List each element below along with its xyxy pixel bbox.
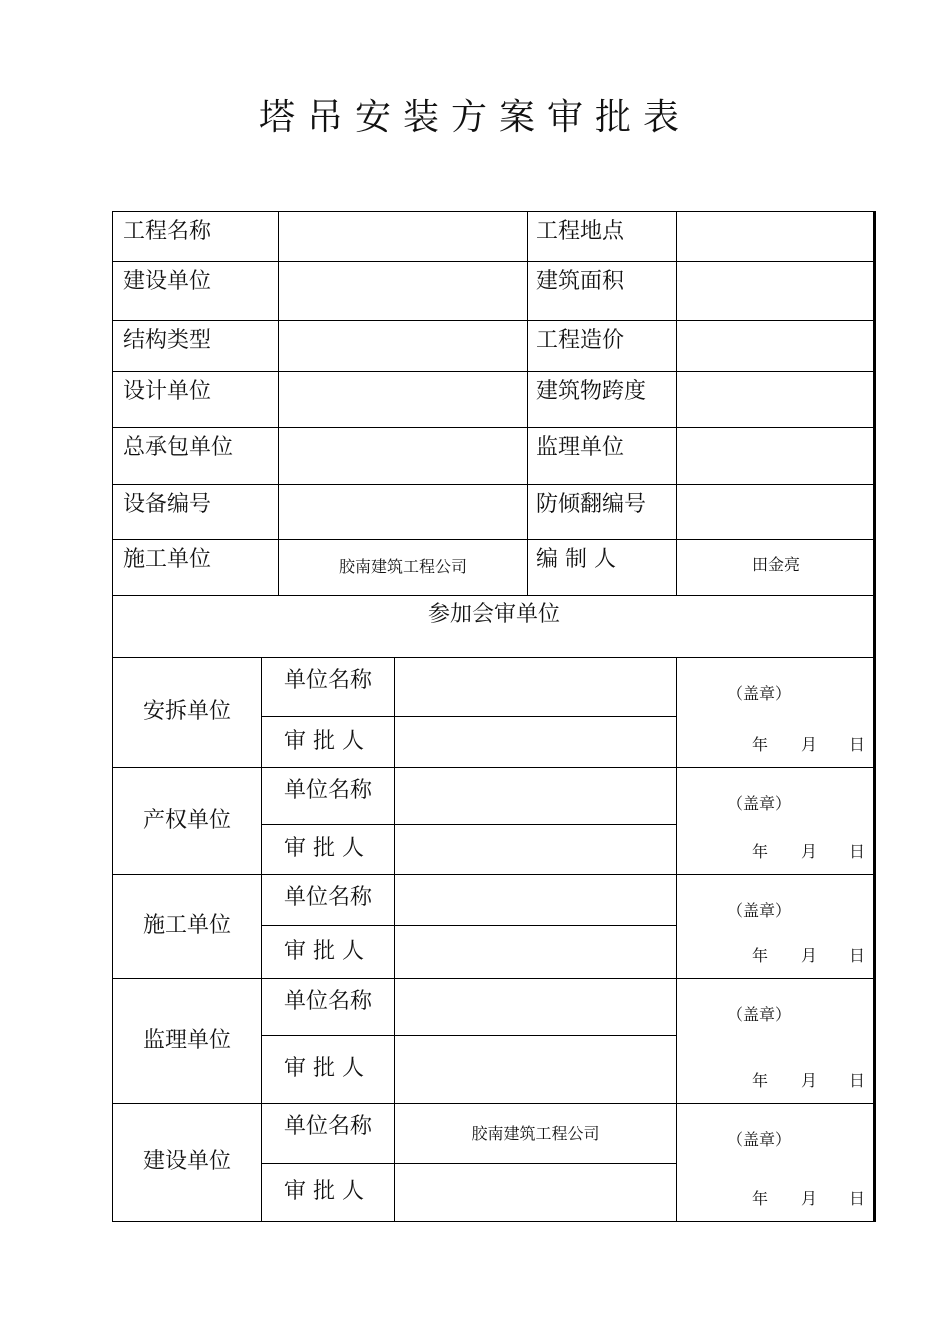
approver-label: 审 批 人: [284, 938, 364, 964]
form-title: 塔吊安装方案审批表: [258, 97, 691, 138]
info-label-cell: [527, 371, 677, 428]
date-day-label: 日: [849, 1071, 866, 1090]
field-label: 建筑物跨度: [536, 379, 647, 404]
approver-value-cell: [394, 1163, 677, 1222]
field-label: 监理单位: [536, 435, 625, 460]
field-label: 建设单位: [123, 269, 212, 294]
unit-name-label: 单位名称: [284, 989, 373, 1014]
info-value-cell: [278, 320, 528, 372]
info-value-cell: [676, 211, 876, 262]
approver-label-cell: [261, 1163, 395, 1222]
field-label: 施工单位: [123, 547, 212, 572]
field-label: 工程名称: [123, 219, 212, 244]
field-label: 工程造价: [536, 328, 625, 353]
info-label-cell: [112, 261, 279, 321]
approver-value-cell: [394, 716, 677, 768]
approver-label-cell: [261, 716, 395, 768]
approver-value-cell: [394, 824, 677, 875]
approver-label: 审 批 人: [284, 728, 364, 754]
date-year-label: 年: [752, 946, 769, 965]
field-label: 建筑面积: [536, 269, 625, 294]
field-label: 设备编号: [123, 492, 212, 517]
info-label-cell: [112, 427, 279, 485]
unit-name-label: 单位名称: [284, 885, 373, 910]
field-label: 编 制 人: [536, 547, 616, 572]
date-month-label: 月: [801, 946, 818, 965]
date-day-label: 日: [849, 946, 866, 965]
info-value-cell: [676, 484, 876, 540]
name-label-cell: [261, 874, 395, 926]
info-label-cell: [527, 484, 677, 540]
approver-value-cell: [394, 1035, 677, 1104]
info-value-cell: [676, 261, 876, 321]
approver-label-cell: [261, 925, 395, 979]
name-label-cell: [261, 978, 395, 1036]
name-label-cell: [261, 1103, 395, 1164]
info-label-cell: [527, 320, 677, 372]
seal-label: （盖章）: [727, 794, 792, 813]
approver-label: 审 批 人: [284, 1056, 364, 1081]
unit-type-cell: [112, 874, 262, 979]
field-label: 总承包单位: [123, 435, 234, 460]
field-label: 设计单位: [123, 379, 212, 404]
info-label-cell: [527, 261, 677, 321]
date-month-label: 月: [801, 1071, 818, 1090]
seal-label: （盖章）: [727, 1130, 792, 1149]
review-header-cell: [112, 595, 876, 658]
date-month-label: 月: [801, 735, 818, 754]
info-value-cell: [278, 261, 528, 321]
info-label-cell: [527, 427, 677, 485]
name-value-cell: [394, 657, 677, 717]
date-year-label: 年: [752, 1071, 769, 1090]
info-value-cell: [676, 371, 876, 428]
unit-type-cell: [112, 1103, 262, 1222]
date-year-label: 年: [752, 735, 769, 754]
field-label: 结构类型: [123, 328, 212, 353]
name-value-cell: [394, 978, 677, 1036]
name-value-cell: [394, 874, 677, 926]
review-header: 参加会审单位: [427, 602, 560, 627]
unit-type-label: 安拆单位: [142, 699, 231, 724]
seal-label: （盖章）: [727, 1005, 792, 1024]
unit-type-cell: [112, 657, 262, 768]
unit-name-label: 单位名称: [284, 1114, 373, 1139]
date-day-label: 日: [849, 1189, 866, 1208]
unit-name-value: 胶南建筑工程公司: [471, 1124, 600, 1143]
seal-label: （盖章）: [727, 684, 792, 703]
approver-label-cell: [261, 824, 395, 875]
info-label-cell: [112, 484, 279, 540]
seal-cell: [676, 1103, 876, 1222]
info-label-cell: [112, 539, 279, 596]
date-year-label: 年: [752, 842, 769, 861]
seal-cell: [676, 874, 876, 979]
unit-type-cell: [112, 767, 262, 875]
date-day-label: 日: [849, 735, 866, 754]
field-label: 工程地点: [536, 219, 625, 244]
date-day-label: 日: [849, 842, 866, 861]
info-value-cell: [676, 539, 876, 596]
info-value-cell: [278, 211, 528, 262]
date-month-label: 月: [801, 1189, 818, 1208]
unit-name-label: 单位名称: [284, 668, 373, 693]
date-month-label: 月: [801, 842, 818, 861]
unit-type-label: 施工单位: [142, 913, 231, 938]
info-value-cell: [278, 539, 528, 596]
info-label-cell: [112, 320, 279, 372]
unit-name-label: 单位名称: [284, 778, 373, 803]
info-value-cell: [278, 427, 528, 485]
info-value-cell: [676, 320, 876, 372]
name-value-cell: [394, 1103, 677, 1164]
field-value: 田金亮: [751, 555, 800, 574]
unit-type-cell: [112, 978, 262, 1104]
info-label-cell: [527, 211, 677, 262]
unit-type-label: 监理单位: [142, 1027, 231, 1053]
info-value-cell: [278, 484, 528, 540]
seal-label: （盖章）: [727, 901, 792, 920]
name-label-cell: [261, 657, 395, 717]
name-value-cell: [394, 767, 677, 825]
unit-type-label: 建设单位: [142, 1149, 231, 1174]
info-value-cell: [278, 371, 528, 428]
unit-type-label: 产权单位: [142, 807, 231, 833]
approver-label: 审 批 人: [284, 1179, 364, 1204]
approver-label: 审 批 人: [284, 836, 364, 861]
seal-cell: [676, 657, 876, 768]
date-year-label: 年: [752, 1189, 769, 1208]
approver-value-cell: [394, 925, 677, 979]
info-label-cell: [112, 371, 279, 428]
table-right-border: [873, 211, 876, 1222]
info-label-cell: [112, 211, 279, 262]
info-label-cell: [527, 539, 677, 596]
info-value-cell: [676, 427, 876, 485]
seal-cell: [676, 767, 876, 875]
approver-label-cell: [261, 1035, 395, 1104]
field-value: 胶南建筑工程公司: [338, 557, 467, 576]
field-label: 防倾翻编号: [536, 492, 647, 517]
name-label-cell: [261, 767, 395, 825]
seal-cell: [676, 978, 876, 1104]
